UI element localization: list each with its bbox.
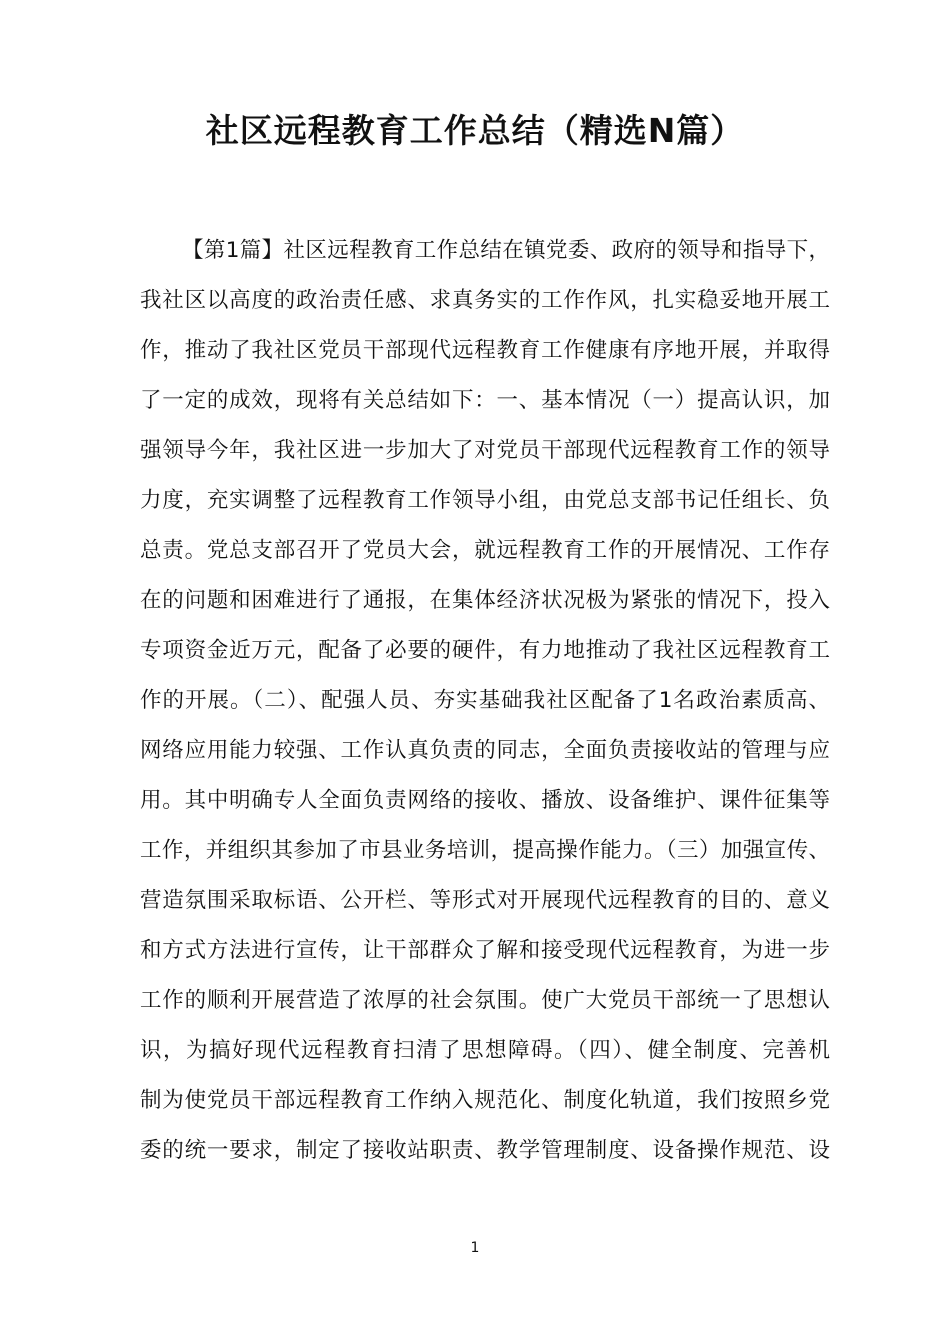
body-line: 网络应用能力较强、工作认真负责的同志，全面负责接收站的管理与应 bbox=[140, 738, 830, 763]
body-line: 和方式方法进行宣传，让干部群众了解和接受现代远程教育，为进一步 bbox=[140, 938, 830, 963]
body-line: 营造氛围采取标语、公开栏、等形式对开展现代远程教育的目的、意义 bbox=[140, 888, 830, 913]
body-line: 强领导今年，我社区进一步加大了对党员干部现代远程教育工作的领导 bbox=[140, 438, 830, 463]
body-line: 了一定的成效，现将有关总结如下：一、基本情况（一）提高认识，加 bbox=[140, 388, 830, 413]
document-title: 社区远程教育工作总结（精选N篇） bbox=[205, 111, 745, 150]
body-line: 制为使党员干部远程教育工作纳入规范化、制度化轨道，我们按照乡党 bbox=[140, 1088, 830, 1113]
body-line: 专项资金近万元，配备了必要的硬件，有力地推动了我社区远程教育工 bbox=[140, 638, 830, 663]
body-line: 工作的顺利开展营造了浓厚的社会氛围。使广大党员干部统一了思想认 bbox=[140, 988, 830, 1013]
body-line: 【第1篇】社区远程教育工作总结在镇党委、政府的领导和指导下， bbox=[182, 238, 830, 263]
body-line: 用。其中明确专人全面负责网络的接收、播放、设备维护、课件征集等 bbox=[140, 788, 830, 813]
body-line: 我社区以高度的政治责任感、求真务实的工作作风，扎实稳妥地开展工 bbox=[140, 288, 830, 313]
page-number: 1 bbox=[470, 1240, 480, 1256]
body-line: 力度，充实调整了远程教育工作领导小组，由党总支部书记任组长、负 bbox=[140, 488, 830, 513]
body-line: 工作，并组织其参加了市县业务培训，提高操作能力。（三）加强宣传、 bbox=[140, 838, 830, 863]
body-line: 委的统一要求，制定了接收站职责、教学管理制度、设备操作规范、设 bbox=[140, 1138, 830, 1163]
body-line: 作，推动了我社区党员干部现代远程教育工作健康有序地开展，并取得 bbox=[140, 338, 830, 363]
body-line: 在的问题和困难进行了通报，在集体经济状况极为紧张的情况下，投入 bbox=[140, 588, 830, 613]
document-body bbox=[140, 233, 830, 1183]
body-line: 总责。党总支部召开了党员大会，就远程教育工作的开展情况、工作存 bbox=[140, 538, 830, 563]
body-line: 识，为搞好现代远程教育扫清了思想障碍。（四）、健全制度、完善机 bbox=[140, 1038, 830, 1063]
body-line: 作的开展。（二）、配强人员、夯实基础我社区配备了1名政治素质高、 bbox=[140, 688, 830, 713]
